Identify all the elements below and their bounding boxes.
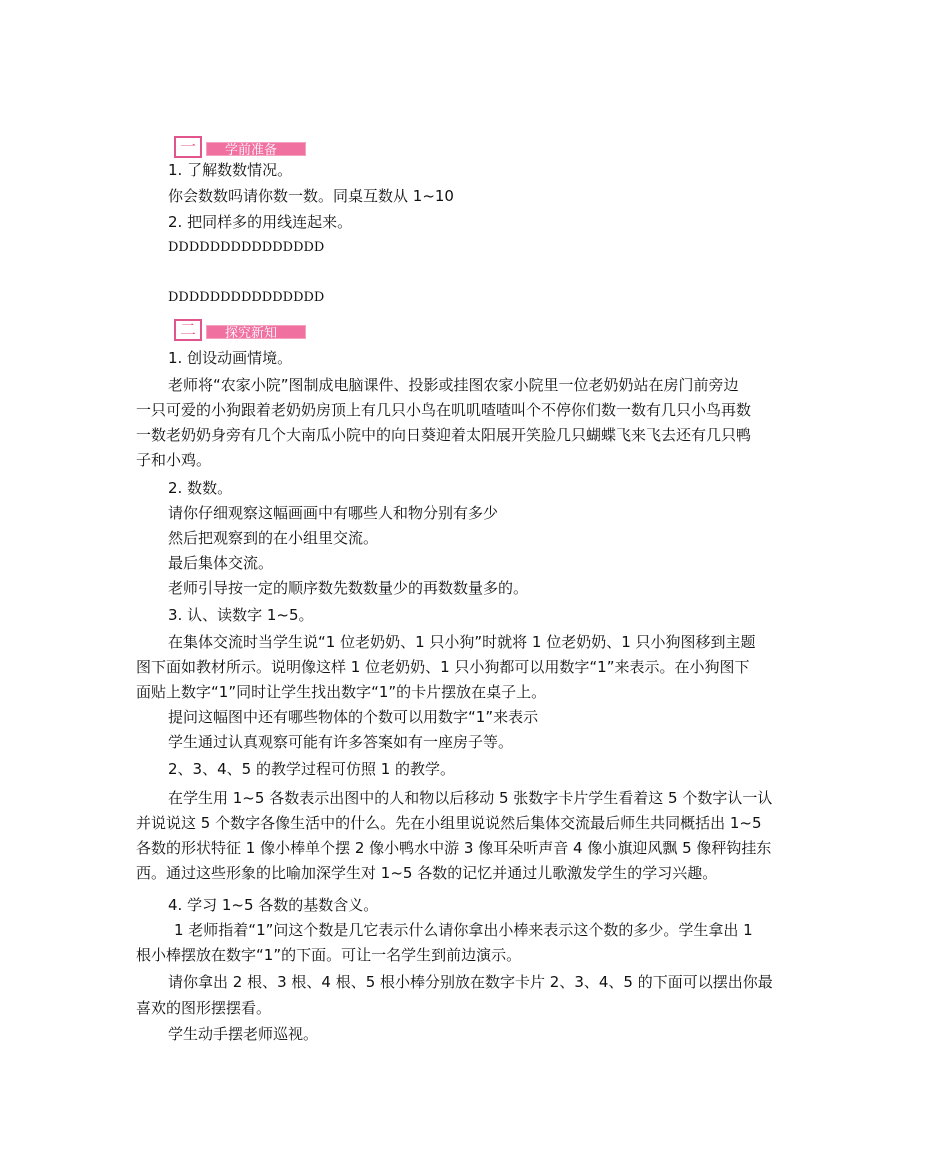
text-line: 各数的形状特征 1 像小棒单个摆 2 像小鸭水中游 3 像耳朵听声音 4 像小旗迎风飘 5 像秤钩挂东 xyxy=(136,839,772,857)
text-line: 1. 了解数数情况。 xyxy=(168,161,293,179)
text-line: 最后集体交流。 xyxy=(168,554,274,572)
section-title-band xyxy=(206,142,306,156)
text-line: 西。通过这些形象的比喻加深学生对 1~5 各数的记忆并通过儿歌激发学生的学习兴趣。 xyxy=(136,864,718,882)
text-line: 老师引导按一定的顺序数先数数量少的再数数量多的。 xyxy=(168,579,529,597)
text-line: 一只可爱的小狗跟着老奶奶房顶上有几只小鸟在叽叽喳喳叫个不停你们数一数有几只小鸟再数 xyxy=(136,401,752,419)
text-line: 在学生用 1~5 各数表示出图中的人和物以后移动 5 张数字卡片学生看着这 5 个数字认一认 xyxy=(168,789,773,807)
text-line: 老师将“农家小院”图制成电脑课件、投影或挂图农家小院里一位老奶奶站在房门前旁边 xyxy=(168,376,739,394)
section-title-band xyxy=(206,325,306,339)
text-line: 学生动手摆老师巡视。 xyxy=(168,1025,319,1043)
text-line: DDDDDDDDDDDDDDD xyxy=(168,240,325,255)
text-line: 图下面如教材所示。说明像这样 1 位老奶奶、1 只小狗都可以用数字“1”来表示。在小狗图下 xyxy=(136,658,750,676)
text-line: 2. 数数。 xyxy=(168,479,233,497)
section-number: 二 xyxy=(174,319,202,341)
text-line: 喜欢的图形摆摆看。 xyxy=(136,999,272,1017)
text-line: 2、3、4、5 的教学过程可仿照 1 的教学。 xyxy=(168,760,456,778)
text-line: 在集体交流时当学生说“1 位老奶奶、1 只小狗”时就将 1 位老奶奶、1 只小狗图移到主题 xyxy=(168,633,756,651)
text-line: DDDDDDDDDDDDDDD xyxy=(168,290,325,305)
text-line: 学生通过认真观察可能有许多答案如有一座房子等。 xyxy=(168,733,514,751)
text-line: 子和小鸡。 xyxy=(136,451,212,469)
text-line: 1 老师指着“1”问这个数是几它表示什么请你拿出小棒来表示这个数的多少。学生拿出 1 xyxy=(174,921,753,939)
text-line: 并说说这 5 个数字各像生活中的什么。先在小组里说说然后集体交流最后师生共同概括出 1~5 xyxy=(136,814,762,832)
section-title: 学前准备 xyxy=(225,143,278,158)
text-line: 根小棒摆放在数字“1”的下面。可让一名学生到前边演示。 xyxy=(136,946,522,964)
text-line: 4. 学习 1~5 各数的基数含义。 xyxy=(168,896,379,914)
text-line: 请你仔细观察这幅画画中有哪些人和物分别有多少 xyxy=(168,504,499,522)
section-title: 探究新知 xyxy=(225,326,278,341)
text-line: 1. 创设动画情境。 xyxy=(168,349,293,367)
section-header-2 xyxy=(174,319,308,343)
section-number: 一 xyxy=(174,136,202,158)
text-line: 然后把观察到的在小组里交流。 xyxy=(168,529,379,547)
text-line: 你会数数吗请你数一数。同桌互数从 1~10 xyxy=(168,187,454,205)
text-line: 2. 把同样多的用线连起来。 xyxy=(168,213,353,231)
text-line: 3. 认、读数字 1~5。 xyxy=(168,606,314,624)
section-header-1 xyxy=(174,136,308,160)
text-line: 提问这幅图中还有哪些物体的个数可以用数字“1”来表示 xyxy=(168,708,539,726)
text-line: 面贴上数字“1”同时让学生找出数字“1”的卡片摆放在桌子上。 xyxy=(136,683,547,701)
text-line: 请你拿出 2 根、3 根、4 根、5 根小棒分别放在数字卡片 2、3、4、5 的下面可以摆出你最 xyxy=(168,973,773,991)
text-line: 一数老奶奶身旁有几个大南瓜小院中的向日葵迎着太阳展开笑脸几只蝴蝶飞来飞去还有几只鸭 xyxy=(136,426,752,444)
